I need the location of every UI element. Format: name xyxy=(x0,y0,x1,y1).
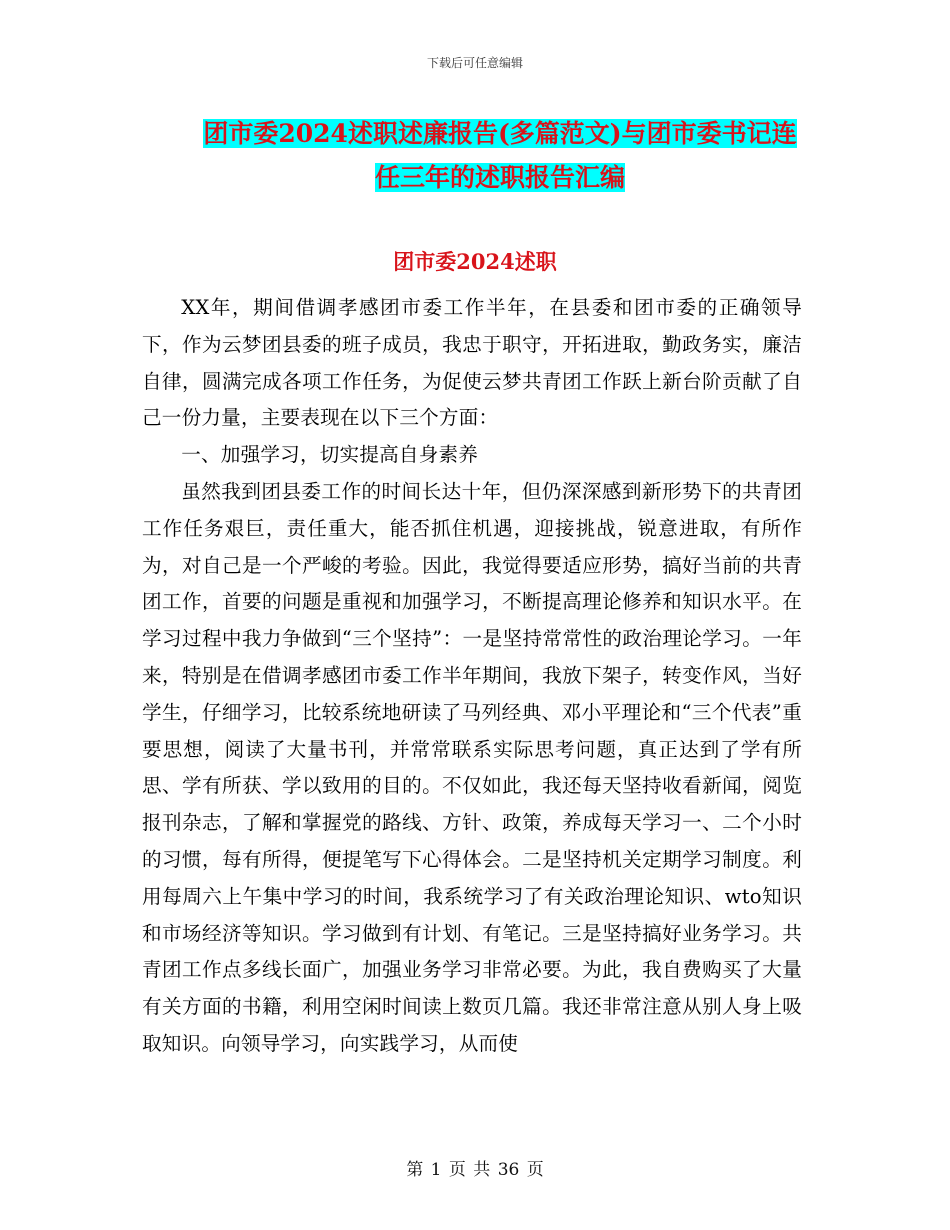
title-line-1: 团市委2024述职述廉报告(多篇范文)与团市委书记连 xyxy=(203,119,797,148)
paragraph: XX年，期间借调孝感团市委工作半年，在县委和团市委的正确领导下，作为云梦团县委的班子成员，我忠于职守，开拓进取，勤政务实，廉洁自律，圆满完成各项工作任务，为促使云梦共青团工作跃上新台阶贡献了自己一份力量，主要表现在以下三个方面： xyxy=(142,296,802,430)
header-note: 下载后可任意编辑 xyxy=(426,56,523,70)
paragraph: 虽然我到团县委工作的时间长达十年，但仍深深感到新形势下的共青团工作任务艰巨，责任重大，能否抓住机遇，迎接挑战，锐意进取，有所作为，对自己是一个严峻的考验。因此，我觉得要适应形势，搞好当前的共青团工作，首要的问题是重视和加强学习，不断提高理论修养和知识水平。在学习过程中我力争做到“三个坚持”：一是坚持常常性的政治理论学习。一年来，特别是在借调孝感团市委工作半年期间，我放下架子，转变作风，当好学生，仔细学习，比较系统地研读了马列经典、邓小平理论和“三个代表”重要思想，阅读了大量书刊，并常常联系实际思考问题，真正达到了学有所思、学有所获、学以致用的目的。不仅如此，我还每天坚持收看新闻，阅览报刊杂志，了解和掌握党的路线、方针、政策，养成每天学习一、二个小时的习惯，每有所得，便提笔写下心得体会。二是坚持机关定期学习制度。利用每周六上午集中学习的时间，我系统学习了有关政治理论知识、wto知识和市场经济等知识。学习做到有计划、有笔记。三是坚持搞好业务学习。共青团工作点多线长面广，加强业务学习非常必要。为此，我自费购买了大量有关方面的书籍，利用空闲时间读上数页几篇。我还非常注意从别人身上吸取知识。向领导学习，向实践学习，从而使 xyxy=(142,479,802,1055)
page-footer: 第 1 页 共 36 页 xyxy=(406,1160,544,1180)
title-line-2: 任三年的述职报告汇编 xyxy=(374,163,625,192)
body-text xyxy=(142,290,802,1063)
document-title xyxy=(150,112,850,200)
section-heading: 团市委2024述职 xyxy=(393,249,557,274)
subheading-paragraph: 一、加强学习，切实提高自身素养 xyxy=(181,443,479,467)
